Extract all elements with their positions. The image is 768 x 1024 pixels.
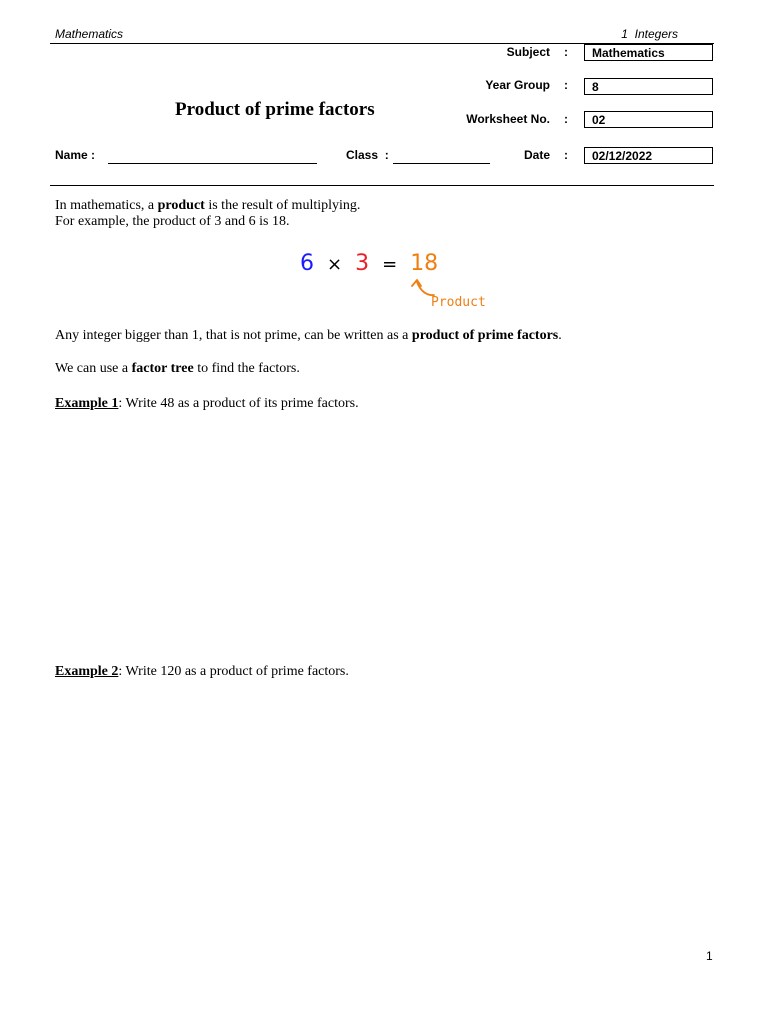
example-2-label: Example 2 <box>55 664 119 679</box>
product-annotation: Product <box>431 295 486 310</box>
equation-factor-a: 6 <box>300 251 314 276</box>
page-number: 1 <box>706 949 713 963</box>
worksheet-no-colon: : <box>564 112 568 126</box>
intro-paragraph <box>55 198 715 230</box>
date-field[interactable]: 02/12/2022 <box>584 147 713 164</box>
running-header-chapter: 1 Integers <box>621 27 678 41</box>
equation-times: × <box>327 254 343 275</box>
term-factor-tree: factor tree <box>131 361 194 376</box>
running-header-subject: Mathematics <box>55 27 124 41</box>
class-label: Class : <box>346 148 389 162</box>
factor-tree-paragraph: We can use a factor tree to find the factors. <box>55 361 300 376</box>
example-1 <box>55 396 735 412</box>
prime-factors-paragraph: Any integer bigger than 1, that is not prime, can be written as a product of prime factors. <box>55 328 562 343</box>
section-rule <box>50 185 714 186</box>
class-input-line[interactable] <box>393 163 490 164</box>
name-input-line[interactable] <box>108 163 317 164</box>
subject-colon: : <box>564 45 568 59</box>
date-label: Date <box>523 148 550 162</box>
example-2 <box>55 664 735 680</box>
term-product: product <box>157 198 205 213</box>
date-colon: : <box>564 148 568 162</box>
year-group-field[interactable]: 8 <box>584 78 713 95</box>
example-2-text: : Write 120 as a product of prime factors. <box>118 664 349 679</box>
name-label: Name : <box>55 148 96 162</box>
equation-factor-b: 3 <box>355 251 370 276</box>
page-title: Product of prime factors <box>175 99 375 120</box>
equation-result: 18 <box>410 251 439 276</box>
equation-equals: = <box>382 254 398 275</box>
subject-field[interactable]: Mathematics <box>584 44 713 61</box>
example-1-workspace[interactable] <box>55 420 715 655</box>
worksheet-no-field[interactable]: 02 <box>584 111 713 128</box>
subject-label: Subject <box>506 45 550 59</box>
worksheet-no-label: Worksheet No. <box>466 112 550 126</box>
example-1-label: Example 1 <box>55 396 119 411</box>
product-equation <box>300 251 438 276</box>
intro-line-1: In mathematics, a product is the result of multiplying. <box>55 198 361 213</box>
term-product-of-prime-factors: product of prime factors <box>411 328 559 343</box>
year-group-colon: : <box>564 78 568 92</box>
year-group-label: Year Group <box>485 78 550 92</box>
example-2-workspace[interactable] <box>55 688 715 928</box>
example-1-text: : Write 48 as a product of its prime factors. <box>118 396 359 411</box>
intro-line-2: For example, the product of 3 and 6 is 18. <box>55 214 290 229</box>
